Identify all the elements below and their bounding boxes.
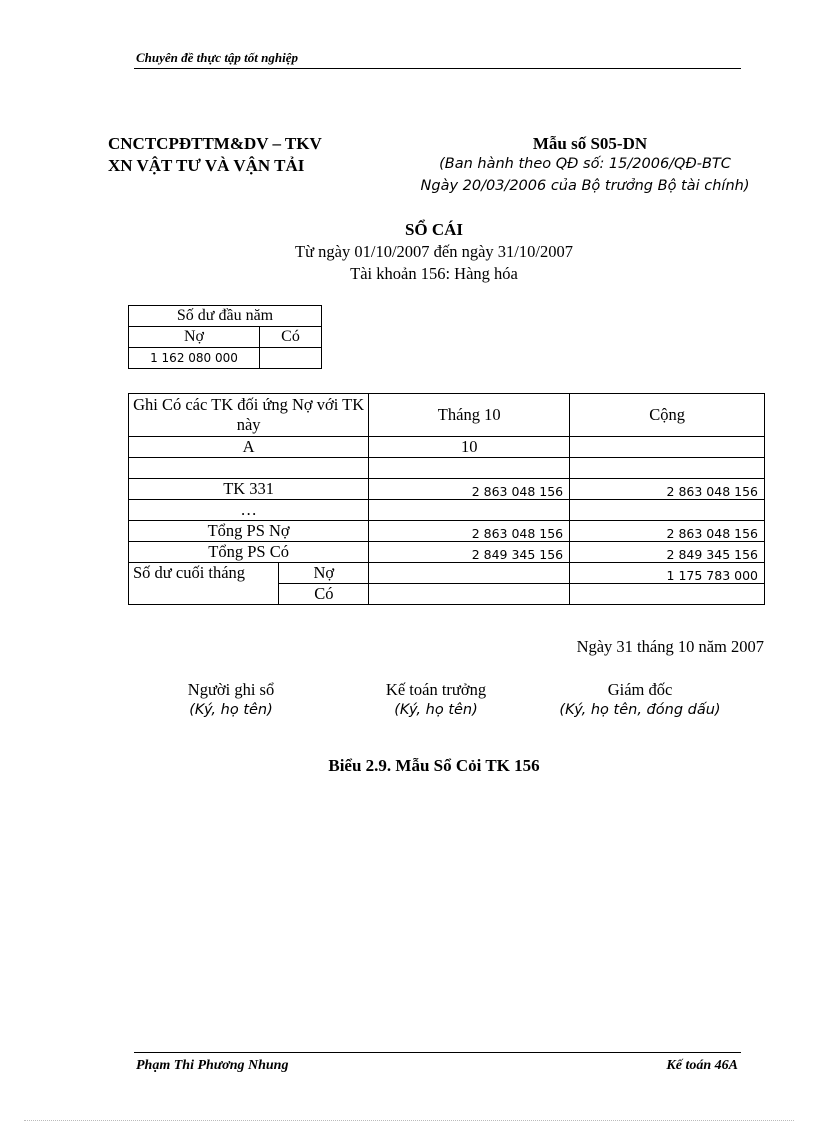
row-total-value	[570, 500, 765, 521]
footer-rule	[134, 1052, 741, 1053]
org-name: CNCTCPĐTTM&DV – TKV	[108, 134, 322, 153]
header-rule	[134, 68, 741, 69]
signature-note: (Ký, họ tên, đóng dấu)	[559, 702, 721, 718]
table-row	[129, 500, 765, 521]
opening-debit-label: Nợ	[129, 327, 260, 348]
footer-class: Kế toán 46A	[666, 1058, 738, 1073]
closing-debit-total: 1 175 783 000	[570, 563, 765, 584]
code-col-10: 10	[369, 437, 570, 458]
closing-debit-label: Nợ	[279, 563, 369, 584]
row-total-value: 2 863 048 156	[570, 521, 765, 542]
signature-role: Giám đốc	[607, 680, 673, 699]
table-row	[129, 479, 765, 500]
running-header: Chuyên đề thực tập tốt nghiệp	[136, 50, 298, 65]
opening-credit-label: Có	[260, 327, 322, 348]
signature-note: (Ký, họ tên)	[394, 702, 478, 718]
row-label: TK 331	[129, 479, 369, 500]
row-label: …	[129, 500, 369, 521]
row-label: Tổng PS Có	[129, 542, 369, 563]
form-code: Mẫu số S05-DN	[532, 134, 648, 153]
form-issued-date: Ngày 20/03/2006 của Bộ trưởng Bộ tài chính)	[420, 178, 750, 194]
signature-recorder	[121, 680, 341, 718]
table-row-empty	[129, 458, 369, 479]
signature-note: (Ký, họ tên)	[189, 702, 273, 718]
code-col-a: A	[129, 437, 369, 458]
figure-caption: Biểu 2.9. Mẫu Sổ Cỏi TK 156	[328, 756, 540, 775]
ledger-title: SỔ CÁI	[404, 220, 464, 239]
opening-credit-value	[260, 348, 322, 369]
opening-balance-table	[128, 305, 322, 369]
org-unit: XN VẬT TƯ VÀ VẬN TẢI	[108, 156, 305, 175]
row-month-value: 2 863 048 156	[369, 479, 570, 500]
col-header-month: Tháng 10	[369, 394, 570, 437]
row-month-value: 2 849 345 156	[369, 542, 570, 563]
footer-author: Phạm Thi Phương Nhung	[136, 1058, 289, 1073]
row-label: Tổng PS Nợ	[129, 521, 369, 542]
signature-director	[530, 680, 750, 718]
opening-debit-value: 1 162 080 000	[129, 348, 260, 369]
table-row	[129, 521, 765, 542]
row-total-value: 2 849 345 156	[570, 542, 765, 563]
signature-role: Kế toán trưởng	[385, 680, 487, 699]
signature-role: Người ghi sổ	[187, 680, 275, 699]
row-month-value	[369, 500, 570, 521]
col-header-contra-account: Ghi Có các TK đối ứng Nợ với TK này	[129, 394, 369, 437]
row-total-value: 2 863 048 156	[570, 479, 765, 500]
ledger-account: Tài khoản 156: Hàng hóa	[350, 264, 518, 283]
date-line: Ngày 31 tháng 10 năm 2007	[576, 637, 764, 656]
code-col-total	[570, 437, 765, 458]
table-row	[129, 542, 765, 563]
form-issued-by: (Ban hành theo QĐ số: 15/2006/QĐ-BTC	[439, 156, 731, 172]
ledger-table	[128, 393, 765, 605]
ledger-period: Từ ngày 01/10/2007 đến ngày 31/10/2007	[295, 242, 573, 261]
closing-balance-label: Số dư cuối tháng	[129, 563, 279, 605]
col-header-total: Cộng	[570, 394, 765, 437]
opening-balance-header: Số dư đầu năm	[129, 306, 322, 327]
page-edge	[24, 1120, 794, 1121]
row-month-value: 2 863 048 156	[369, 521, 570, 542]
signature-chief-accountant	[326, 680, 546, 718]
closing-credit-label: Có	[279, 584, 369, 605]
